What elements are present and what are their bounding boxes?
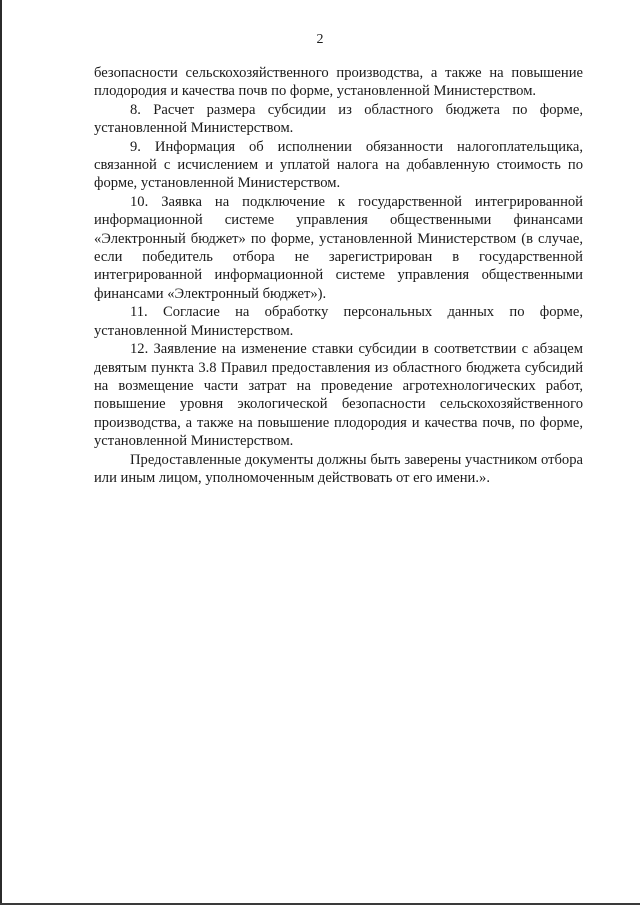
paragraph-item-11: 11. Согласие на обработку персональных данных по форме, установленной Министерством. — [94, 304, 583, 339]
scan-edge-left — [0, 0, 2, 905]
paragraph-closing: Предоставленные документы должны быть заверены участником отбора или иным лицом, уполномоченным действовать от его имени.». — [94, 451, 583, 486]
document-body — [94, 64, 583, 487]
paragraph-continued: безопасности сельскохозяйственного производства, а также на повышение плодородия и качества почв по форме, установленной Министерством. — [94, 65, 583, 100]
paragraph-item-10: 10. Заявка на подключение к государственной интегрированной информационной системе управления общественными финансами «Электронный бюджет» по форме, установленной Министерством (в случае, если победитель отбора не зарегистрирован в государственной интегрированной информационной системе управления общественными финансами «Электронный бюджет»). — [94, 193, 583, 302]
page-number: 2 — [316, 32, 324, 47]
paragraph-item-9: 9. Информация об исполнении обязанности налогоплательщика, связанной с исчислением и уплатой налога на добавленную стоимость по форме, установленной Министерством. — [94, 138, 583, 192]
paragraph-item-12: 12. Заявление на изменение ставки субсидии в соответствии с абзацем девятым пункта 3.8 Правил предоставления из областного бюджета субсидий на возмещение части затрат на проведение агротехнологических работ, повышение уровня экологической безопасности сельскохозяйственного производства, а также на повышение плодородия и качества почв, по форме, установленной Министерством. — [94, 341, 583, 450]
paragraph-item-8: 8. Расчет размера субсидии из областного бюджета по форме, установленной Министерством. — [94, 101, 583, 137]
